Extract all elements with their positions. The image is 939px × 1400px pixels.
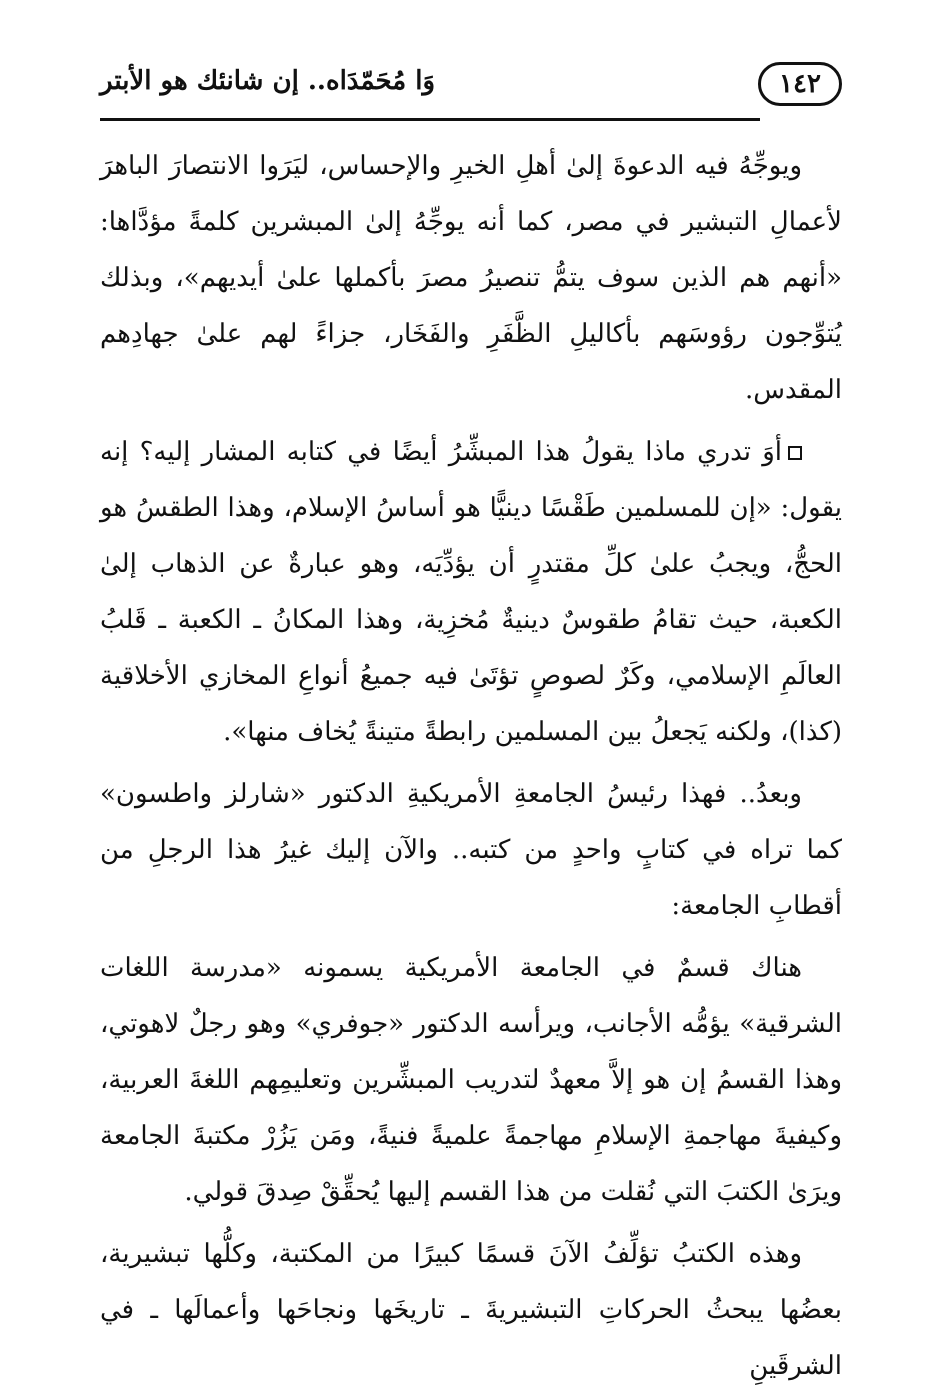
paragraph: [100, 424, 842, 760]
paragraph: وهذه الكتبُ تؤلِّفُ الآنَ قسمًا كبيرًا من المكتبة، وكلُّها تبشيرية، بعضُها يبحثُ الحركاتِ التبشيريةَ ـ تاريخَها ونجاحَها وأعمالَها ـ في الشرقَينِ: [100, 1239, 842, 1381]
page-body: [100, 138, 842, 1400]
paragraph-text: أوَ تدري ماذا يقولُ هذا المبشِّرُ أيضًا في كتابه المشار إليه؟ إنه يقول: «إن للمسلمين طَقْسًا دينيًّا هو أساسُ الإسلام، وهذا الطقسُ هو الحجُّ، ويجبُ علىٰ كلِّ مقتدرٍ أن يؤدِّيَه، وهو عبارةٌ عن الذهاب إلىٰ الكعبة، حيث تقامُ طقوسٌ دينيةٌ مُخزِية، وهذا المكانُ ـ الكعبة ـ قَلبُ العالَمِ الإسلامي، وكَرٌ لصوصٍ تؤتَىٰ فيه جميعُ أنواعِ المخازي الأخلاقية (كذا)، ولكنه يَجعلُ بين المسلمين رابطةً متينةً يُخاف منها».: [100, 437, 842, 747]
header-divider: [100, 118, 760, 121]
paragraph: ويوجِّهُ فيه الدعوةَ إلىٰ أهلِ الخيرِ والإحساس، ليَرَوا الانتصارَ الباهرَ لأعمالِ التبشير في مصر، كما أنه يوجِّهُ إلىٰ المبشرين كلمةً مؤدَّاها: «أنهم هم الذين سوف يتمُّ تنصيرُ مصرَ بأكملها علىٰ أيديهم»، وبذلك يُتوِّجون رؤوسَهم بأكاليلِ الظَّفَرِ والفَخَار، جزاءً لهم علىٰ جهادِهم المقدس.: [100, 151, 842, 405]
page-header: [100, 60, 842, 116]
square-bullet-icon: [788, 446, 802, 460]
running-title: وَا مُحَمّدَاه.. إن شانئك هو الأبتر: [100, 66, 436, 96]
paragraph: وبعدُ.. فهذا رئيسُ الجامعةِ الأمريكيةِ الدكتور «شارلز واطسون» كما تراه في كتابٍ واحدٍ من كتبه.. والآن إليك غيرُ هذا الرجلِ من أقطابِ الجامعة:: [100, 779, 842, 921]
paragraph: هناك قسمٌ في الجامعة الأمريكية يسمونه «مدرسة اللغات الشرقية» يؤمُّه الأجانب، ويرأسه الدكتور «جوفري» وهو رجلٌ لاهوتي، وهذا القسمُ إن هو إلاَّ معهدٌ لتدريب المبشِّرين وتعليمِهم اللغةَ العربية، وكيفيةَ مهاجمةِ الإسلامِ مهاجمةً علميةً فنيةً، ومَن يَزُرْ مكتبةَ الجامعة ويرَىٰ الكتبَ التي نُقلت من هذا القسم إليها يُحقِّقْ صِدقَ قولي.: [100, 953, 842, 1207]
page-number: ١٤٢: [758, 62, 842, 106]
